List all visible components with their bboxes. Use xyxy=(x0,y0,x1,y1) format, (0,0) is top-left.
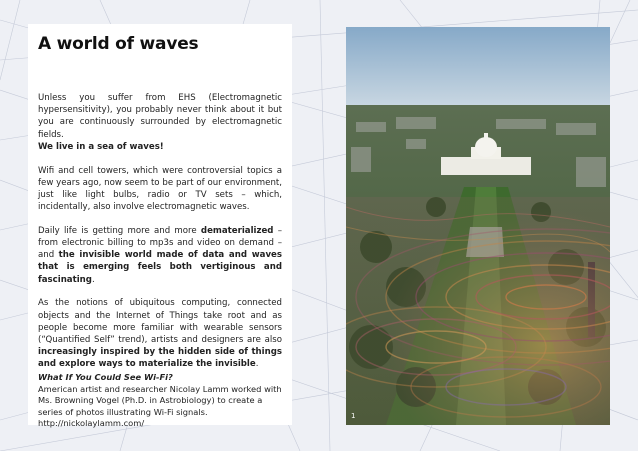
paragraph-4 xyxy=(38,297,282,370)
paragraph-4-bold: increasingly inspired by the hidden side of things and explore ways to materialize the invisible xyxy=(38,347,282,370)
paragraph-3-text-b: – from electronic billing to mp3s and video on demand – and xyxy=(38,225,283,261)
washington-aerial-illustration xyxy=(346,27,610,425)
paragraph-3-bold-b: the invisible world made of data and waves that is emerging feels both vertiginous and fascinating xyxy=(38,250,282,285)
paragraph-3-bold-a: dematerialized xyxy=(200,225,274,236)
paragraph-3-text-c: . xyxy=(91,274,95,285)
sidenote-link[interactable]: http://nickolaylamm.com/ xyxy=(38,418,145,428)
article-body xyxy=(38,92,282,371)
paragraph-4-end: . xyxy=(255,359,259,370)
sidenote xyxy=(38,372,282,430)
paragraph-1 xyxy=(38,92,282,153)
paragraph-3-text-a: Daily life is getting more and more xyxy=(38,225,201,236)
paragraph-3 xyxy=(38,225,282,286)
article-card xyxy=(28,24,292,428)
wifi-visualization-photo xyxy=(346,27,610,425)
sidenote-title: What If You Could See Wi-Fi? xyxy=(38,372,173,382)
sidenote-text xyxy=(38,384,282,430)
page-title: A world of waves xyxy=(38,34,199,54)
sidenote-body: American artist and researcher Nicolay Lamm worked with Ms. Browning Vogel (Ph.D. in Astrobiology) to create a series of photos illustrating Wi-Fi signals. xyxy=(38,383,282,417)
paragraph-1-text: Unless you suffer from EHS (Electromagnetic hypersensitivity), you probably never think about it but you are continuously surrounded by electromagnetic fields. xyxy=(38,93,282,140)
page-number: 1 xyxy=(351,412,356,420)
paragraph-1-bold: We live in a sea of waves! xyxy=(38,141,164,152)
paragraph-4-text: As the notions of ubiquitous computing, connected objects and the Internet of Things take root and as people become more familiar with wearable sensors (“Quantified Self” trend), artists and designers are also xyxy=(38,298,282,345)
paragraph-2: Wifi and cell towers, which were controversial topics a few years ago, now seem to be part of our environment, just like light bulbs, radio or TV sets – which, incidentally, also involve electromagnetic waves. xyxy=(38,165,282,213)
